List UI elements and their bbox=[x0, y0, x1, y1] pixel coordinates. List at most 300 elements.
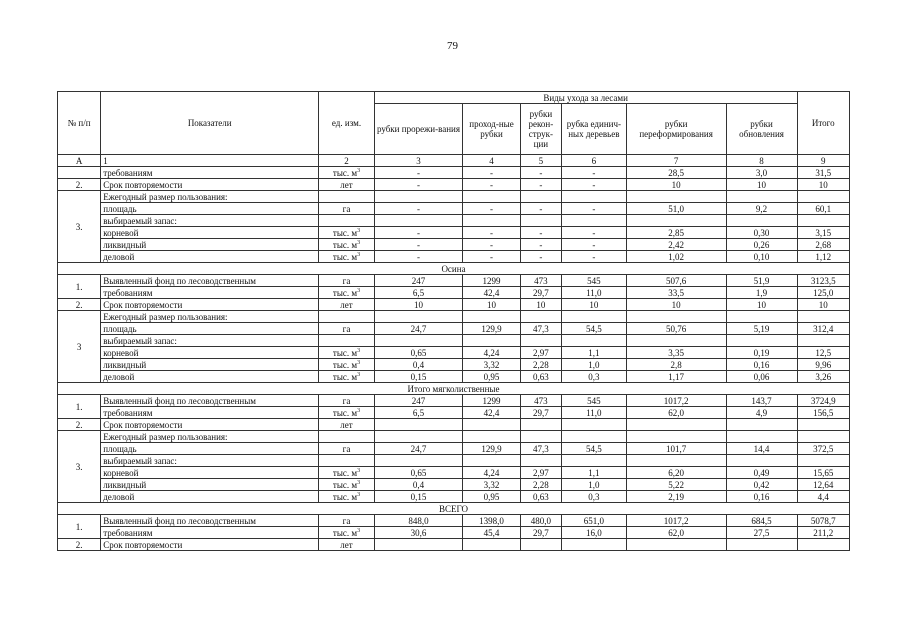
item-number-cell: 3. bbox=[58, 431, 101, 503]
value-cell: 1,0 bbox=[561, 479, 626, 491]
value-cell: 0,63 bbox=[520, 371, 561, 383]
value-cell: 6,5 bbox=[374, 407, 462, 419]
table-row bbox=[58, 335, 850, 347]
value-cell: - bbox=[463, 251, 521, 263]
section-title: Осина bbox=[58, 263, 850, 275]
value-cell: 0,15 bbox=[374, 371, 462, 383]
unit-cell bbox=[319, 455, 375, 467]
indicator-cell: Срок повторяемости bbox=[101, 179, 319, 191]
header-indicators: Показатели bbox=[101, 92, 319, 155]
value-cell: 5078,7 bbox=[797, 515, 850, 527]
indicator-cell: Ежегодный размер пользования: bbox=[101, 311, 319, 323]
value-cell bbox=[463, 311, 521, 323]
forest-care-table bbox=[57, 91, 850, 551]
section-title: ВСЕГО bbox=[58, 503, 850, 515]
value-cell: 24,7 bbox=[374, 443, 462, 455]
value-cell: 3,15 bbox=[797, 227, 850, 239]
indicator-cell: Срок повторяемости bbox=[101, 419, 319, 431]
table-row bbox=[58, 455, 850, 467]
item-number-cell: 1. bbox=[58, 275, 101, 299]
indicator-cell: Ежегодный размер пользования: bbox=[101, 431, 319, 443]
section-row bbox=[58, 383, 850, 395]
value-cell: 27,5 bbox=[726, 527, 797, 539]
value-cell: 24,7 bbox=[374, 323, 462, 335]
value-cell bbox=[726, 455, 797, 467]
item-number-cell: 3 bbox=[58, 311, 101, 383]
value-cell: - bbox=[374, 251, 462, 263]
value-cell bbox=[626, 455, 726, 467]
value-cell: 45,4 bbox=[463, 527, 521, 539]
value-cell bbox=[797, 431, 850, 443]
value-cell: 11,0 bbox=[561, 407, 626, 419]
value-cell bbox=[626, 335, 726, 347]
indicator-cell: Срок повторяемости bbox=[101, 539, 319, 551]
value-cell: 2,28 bbox=[520, 359, 561, 371]
unit-cell: тыс. $м^3$ bbox=[319, 371, 375, 383]
unit-superscript: 3 bbox=[357, 467, 361, 474]
value-cell: 2,68 bbox=[797, 239, 850, 251]
value-cell: 47,3 bbox=[520, 323, 561, 335]
value-cell: - bbox=[463, 167, 521, 179]
unit-cell: га bbox=[319, 323, 375, 335]
header-col-renewal: рубки обновления bbox=[726, 104, 797, 155]
value-cell: 0,65 bbox=[374, 467, 462, 479]
value-cell: 545 bbox=[561, 275, 626, 287]
table-row bbox=[58, 539, 850, 551]
value-cell: 473 bbox=[520, 395, 561, 407]
unit-superscript: 3 bbox=[357, 287, 361, 294]
value-cell: 54,5 bbox=[561, 443, 626, 455]
value-cell bbox=[374, 215, 462, 227]
value-cell: 2,97 bbox=[520, 347, 561, 359]
value-cell: 5,22 bbox=[626, 479, 726, 491]
value-cell: - bbox=[463, 227, 521, 239]
header-unit: ед. изм. bbox=[319, 92, 375, 155]
value-cell: 156,5 bbox=[797, 407, 850, 419]
value-cell: 473 bbox=[520, 275, 561, 287]
indicator-cell: требованиям bbox=[101, 527, 319, 539]
table-row bbox=[58, 155, 850, 167]
table-body bbox=[58, 155, 850, 551]
value-cell bbox=[463, 419, 521, 431]
table-row bbox=[58, 299, 850, 311]
value-cell: 4,24 bbox=[463, 347, 521, 359]
table-row bbox=[58, 275, 850, 287]
unit-cell: га bbox=[319, 515, 375, 527]
value-cell: - bbox=[561, 203, 626, 215]
table-row bbox=[58, 311, 850, 323]
value-cell: 10 bbox=[463, 299, 521, 311]
value-cell: 16,0 bbox=[561, 527, 626, 539]
item-number-cell: 2. bbox=[58, 179, 101, 191]
header-col-passage: проход-ные рубки bbox=[463, 104, 521, 155]
value-cell bbox=[463, 455, 521, 467]
value-cell: 1,9 bbox=[726, 287, 797, 299]
value-cell: 1,1 bbox=[561, 347, 626, 359]
value-cell bbox=[561, 431, 626, 443]
value-cell bbox=[797, 539, 850, 551]
value-cell: 4,24 bbox=[463, 467, 521, 479]
table-row bbox=[58, 359, 850, 371]
unit-superscript: 3 bbox=[357, 359, 361, 366]
value-cell: 1017,2 bbox=[626, 515, 726, 527]
indicator-cell: выбираемый запас: bbox=[101, 215, 319, 227]
value-cell bbox=[626, 191, 726, 203]
value-cell: 9,96 bbox=[797, 359, 850, 371]
table-row bbox=[58, 347, 850, 359]
unit-superscript: 3 bbox=[357, 251, 361, 258]
value-cell: 29,7 bbox=[520, 287, 561, 299]
value-cell: 0,06 bbox=[726, 371, 797, 383]
value-cell: 0,95 bbox=[463, 371, 521, 383]
value-cell bbox=[374, 431, 462, 443]
unit-cell: 2 bbox=[319, 155, 375, 167]
indicator-cell: Выявленный фонд по лесоводственным bbox=[101, 395, 319, 407]
value-cell bbox=[726, 419, 797, 431]
value-cell: 5,19 bbox=[726, 323, 797, 335]
value-cell: 143,7 bbox=[726, 395, 797, 407]
indicator-cell: ликвидный bbox=[101, 359, 319, 371]
value-cell: 1,0 bbox=[561, 359, 626, 371]
value-cell: 47,3 bbox=[520, 443, 561, 455]
value-cell: 125,0 bbox=[797, 287, 850, 299]
unit-cell: тыс. $м^3$ bbox=[319, 251, 375, 263]
unit-superscript: 3 bbox=[357, 371, 361, 378]
value-cell: 0,95 bbox=[463, 491, 521, 503]
value-cell: - bbox=[463, 179, 521, 191]
value-cell bbox=[374, 539, 462, 551]
item-number-cell: 2. bbox=[58, 419, 101, 431]
value-cell: 0,65 bbox=[374, 347, 462, 359]
unit-superscript: 3 bbox=[357, 479, 361, 486]
value-cell: 480,0 bbox=[520, 515, 561, 527]
value-cell bbox=[463, 431, 521, 443]
value-cell: 10 bbox=[561, 299, 626, 311]
value-cell: - bbox=[374, 179, 462, 191]
value-cell: 62,0 bbox=[626, 407, 726, 419]
indicator-cell: Выявленный фонд по лесоводственным bbox=[101, 515, 319, 527]
value-cell: 28,5 bbox=[626, 167, 726, 179]
unit-cell: га bbox=[319, 275, 375, 287]
unit-cell: тыс. $м^3$ bbox=[319, 167, 375, 179]
indicator-cell: Выявленный фонд по лесоводственным bbox=[101, 275, 319, 287]
value-cell bbox=[374, 419, 462, 431]
value-cell: 11,0 bbox=[561, 287, 626, 299]
value-cell: 848,0 bbox=[374, 515, 462, 527]
indicator-cell: корневой bbox=[101, 467, 319, 479]
value-cell: 0,19 bbox=[726, 347, 797, 359]
value-cell: 1017,2 bbox=[626, 395, 726, 407]
value-cell: 545 bbox=[561, 395, 626, 407]
value-cell bbox=[626, 215, 726, 227]
value-cell bbox=[726, 539, 797, 551]
value-cell: 2,8 bbox=[626, 359, 726, 371]
value-cell: 0,4 bbox=[374, 359, 462, 371]
value-cell: - bbox=[520, 239, 561, 251]
value-cell: 9 bbox=[797, 155, 850, 167]
section-title: Итого мягколиственные bbox=[58, 383, 850, 395]
indicator-cell: ликвидный bbox=[101, 479, 319, 491]
value-cell bbox=[561, 335, 626, 347]
value-cell: 211,2 bbox=[797, 527, 850, 539]
table-row bbox=[58, 371, 850, 383]
value-cell bbox=[520, 455, 561, 467]
indicator-cell: 1 bbox=[101, 155, 319, 167]
unit-superscript: 3 bbox=[357, 527, 361, 534]
unit-cell: тыс. $м^3$ bbox=[319, 479, 375, 491]
table-row bbox=[58, 251, 850, 263]
item-number-cell: 1. bbox=[58, 515, 101, 539]
value-cell: 6,20 bbox=[626, 467, 726, 479]
value-cell: 0,3 bbox=[561, 371, 626, 383]
unit-cell: га bbox=[319, 395, 375, 407]
table-row bbox=[58, 179, 850, 191]
value-cell bbox=[626, 311, 726, 323]
unit-cell: лет bbox=[319, 419, 375, 431]
indicator-cell: деловой bbox=[101, 491, 319, 503]
indicator-cell: корневой bbox=[101, 347, 319, 359]
value-cell: 0,15 bbox=[374, 491, 462, 503]
value-cell: 10 bbox=[726, 179, 797, 191]
unit-cell: га bbox=[319, 443, 375, 455]
value-cell: 10 bbox=[797, 179, 850, 191]
unit-cell bbox=[319, 335, 375, 347]
indicator-cell: требованиям bbox=[101, 407, 319, 419]
value-cell: 14,4 bbox=[726, 443, 797, 455]
unit-superscript: 3 bbox=[357, 167, 361, 174]
value-cell bbox=[726, 191, 797, 203]
value-cell bbox=[561, 191, 626, 203]
value-cell bbox=[726, 335, 797, 347]
unit-cell: тыс. $м^3$ bbox=[319, 287, 375, 299]
unit-cell: га bbox=[319, 203, 375, 215]
value-cell: 33,5 bbox=[626, 287, 726, 299]
value-cell bbox=[797, 335, 850, 347]
header-group: Виды ухода за лесами bbox=[374, 92, 797, 104]
indicator-cell: выбираемый запас: bbox=[101, 335, 319, 347]
value-cell: 0,16 bbox=[726, 359, 797, 371]
value-cell bbox=[463, 215, 521, 227]
value-cell: 3,26 bbox=[797, 371, 850, 383]
value-cell: 29,7 bbox=[520, 527, 561, 539]
value-cell: 9,2 bbox=[726, 203, 797, 215]
value-cell: 1299 bbox=[463, 395, 521, 407]
value-cell: 30,6 bbox=[374, 527, 462, 539]
value-cell: 684,5 bbox=[726, 515, 797, 527]
table-row bbox=[58, 227, 850, 239]
table-row bbox=[58, 203, 850, 215]
value-cell bbox=[520, 191, 561, 203]
value-cell: - bbox=[463, 203, 521, 215]
section-row bbox=[58, 503, 850, 515]
value-cell: 3,35 bbox=[626, 347, 726, 359]
value-cell: 129,9 bbox=[463, 323, 521, 335]
value-cell: 10 bbox=[726, 299, 797, 311]
value-cell: 51,9 bbox=[726, 275, 797, 287]
value-cell: 10 bbox=[520, 299, 561, 311]
value-cell: 0,63 bbox=[520, 491, 561, 503]
value-cell: 42,4 bbox=[463, 407, 521, 419]
value-cell bbox=[797, 191, 850, 203]
value-cell: 0,26 bbox=[726, 239, 797, 251]
table-row bbox=[58, 419, 850, 431]
value-cell: 247 bbox=[374, 395, 462, 407]
table-row bbox=[58, 395, 850, 407]
value-cell bbox=[520, 335, 561, 347]
value-cell: 507,6 bbox=[626, 275, 726, 287]
value-cell: 8 bbox=[726, 155, 797, 167]
item-number-cell: 2. bbox=[58, 539, 101, 551]
value-cell: 31,5 bbox=[797, 167, 850, 179]
unit-cell: тыс. $м^3$ bbox=[319, 407, 375, 419]
value-cell bbox=[726, 311, 797, 323]
header-col-single-trees: рубка единич-ных деревьев bbox=[561, 104, 626, 155]
value-cell: 2,42 bbox=[626, 239, 726, 251]
indicator-cell: корневой bbox=[101, 227, 319, 239]
unit-superscript: 3 bbox=[357, 407, 361, 414]
value-cell bbox=[520, 539, 561, 551]
unit-cell bbox=[319, 431, 375, 443]
value-cell: - bbox=[520, 179, 561, 191]
value-cell: 3123,5 bbox=[797, 275, 850, 287]
value-cell: - bbox=[520, 227, 561, 239]
indicator-cell: площадь bbox=[101, 203, 319, 215]
header-num: № п/п bbox=[58, 92, 101, 155]
value-cell: 51,0 bbox=[626, 203, 726, 215]
value-cell bbox=[463, 191, 521, 203]
value-cell bbox=[520, 431, 561, 443]
value-cell: 50,76 bbox=[626, 323, 726, 335]
value-cell: - bbox=[561, 251, 626, 263]
unit-cell bbox=[319, 191, 375, 203]
value-cell: 10 bbox=[374, 299, 462, 311]
value-cell: 0,4 bbox=[374, 479, 462, 491]
unit-cell: лет bbox=[319, 539, 375, 551]
indicator-cell: площадь bbox=[101, 323, 319, 335]
unit-cell: лет bbox=[319, 299, 375, 311]
value-cell: 6 bbox=[561, 155, 626, 167]
header-col-reformation: рубки переформирования bbox=[626, 104, 726, 155]
value-cell: 10 bbox=[626, 299, 726, 311]
value-cell: 651,0 bbox=[561, 515, 626, 527]
value-cell: 3,32 bbox=[463, 359, 521, 371]
value-cell: 7 bbox=[626, 155, 726, 167]
item-number-cell: 3. bbox=[58, 191, 101, 263]
table-row bbox=[58, 215, 850, 227]
value-cell: - bbox=[374, 239, 462, 251]
value-cell bbox=[797, 311, 850, 323]
value-cell: 0,30 bbox=[726, 227, 797, 239]
value-cell: 29,7 bbox=[520, 407, 561, 419]
indicator-cell: ликвидный bbox=[101, 239, 319, 251]
value-cell: 4,9 bbox=[726, 407, 797, 419]
value-cell: - bbox=[561, 227, 626, 239]
value-cell bbox=[463, 335, 521, 347]
value-cell: 1299 bbox=[463, 275, 521, 287]
value-cell bbox=[726, 215, 797, 227]
unit-superscript: 3 bbox=[357, 239, 361, 246]
value-cell: 4,4 bbox=[797, 491, 850, 503]
value-cell: 5 bbox=[520, 155, 561, 167]
value-cell: 0,42 bbox=[726, 479, 797, 491]
value-cell bbox=[561, 215, 626, 227]
value-cell: 0,3 bbox=[561, 491, 626, 503]
value-cell bbox=[797, 215, 850, 227]
indicator-cell: требованиям bbox=[101, 287, 319, 299]
value-cell: 3 bbox=[374, 155, 462, 167]
value-cell: 3,32 bbox=[463, 479, 521, 491]
value-cell: - bbox=[374, 203, 462, 215]
value-cell bbox=[561, 419, 626, 431]
value-cell bbox=[726, 431, 797, 443]
table-row bbox=[58, 407, 850, 419]
value-cell: - bbox=[520, 251, 561, 263]
unit-cell: тыс. $м^3$ bbox=[319, 491, 375, 503]
item-number-cell: 1. bbox=[58, 395, 101, 419]
value-cell: - bbox=[561, 167, 626, 179]
value-cell: - bbox=[374, 167, 462, 179]
value-cell: 0,10 bbox=[726, 251, 797, 263]
value-cell: 10 bbox=[797, 299, 850, 311]
indicator-cell: деловой bbox=[101, 251, 319, 263]
value-cell bbox=[374, 455, 462, 467]
table-row bbox=[58, 239, 850, 251]
value-cell: 3,0 bbox=[726, 167, 797, 179]
unit-superscript: 3 bbox=[357, 227, 361, 234]
value-cell: 2,97 bbox=[520, 467, 561, 479]
value-cell: - bbox=[520, 203, 561, 215]
unit-superscript: 3 bbox=[357, 347, 361, 354]
table-row bbox=[58, 443, 850, 455]
value-cell bbox=[561, 539, 626, 551]
value-cell: 1398,0 bbox=[463, 515, 521, 527]
unit-cell: тыс. $м^3$ bbox=[319, 359, 375, 371]
value-cell: - bbox=[520, 167, 561, 179]
table-row bbox=[58, 167, 850, 179]
header-col-reconstruction: рубки рекон-струк-ции bbox=[520, 104, 561, 155]
unit-cell: тыс. $м^3$ bbox=[319, 347, 375, 359]
item-number-cell: А bbox=[58, 155, 101, 167]
value-cell: 62,0 bbox=[626, 527, 726, 539]
header-total: Итого bbox=[797, 92, 850, 155]
value-cell bbox=[561, 455, 626, 467]
value-cell: - bbox=[463, 239, 521, 251]
value-cell: 2,19 bbox=[626, 491, 726, 503]
table-row bbox=[58, 287, 850, 299]
value-cell: - bbox=[374, 227, 462, 239]
value-cell: 0,16 bbox=[726, 491, 797, 503]
value-cell: 42,4 bbox=[463, 287, 521, 299]
unit-cell: тыс. $м^3$ bbox=[319, 239, 375, 251]
value-cell bbox=[797, 419, 850, 431]
item-number-cell: 2. bbox=[58, 299, 101, 311]
unit-cell: тыс. $м^3$ bbox=[319, 467, 375, 479]
value-cell: 1,17 bbox=[626, 371, 726, 383]
value-cell: 372,5 bbox=[797, 443, 850, 455]
indicator-cell: площадь bbox=[101, 443, 319, 455]
value-cell: 12,5 bbox=[797, 347, 850, 359]
indicator-cell: Ежегодный размер пользования: bbox=[101, 191, 319, 203]
value-cell: 54,5 bbox=[561, 323, 626, 335]
value-cell bbox=[561, 311, 626, 323]
value-cell: 6,5 bbox=[374, 287, 462, 299]
table-row bbox=[58, 323, 850, 335]
value-cell: 0,49 bbox=[726, 467, 797, 479]
page-number: 79 bbox=[447, 40, 458, 52]
value-cell: 12,64 bbox=[797, 479, 850, 491]
value-cell bbox=[374, 335, 462, 347]
indicator-cell: требованиям bbox=[101, 167, 319, 179]
